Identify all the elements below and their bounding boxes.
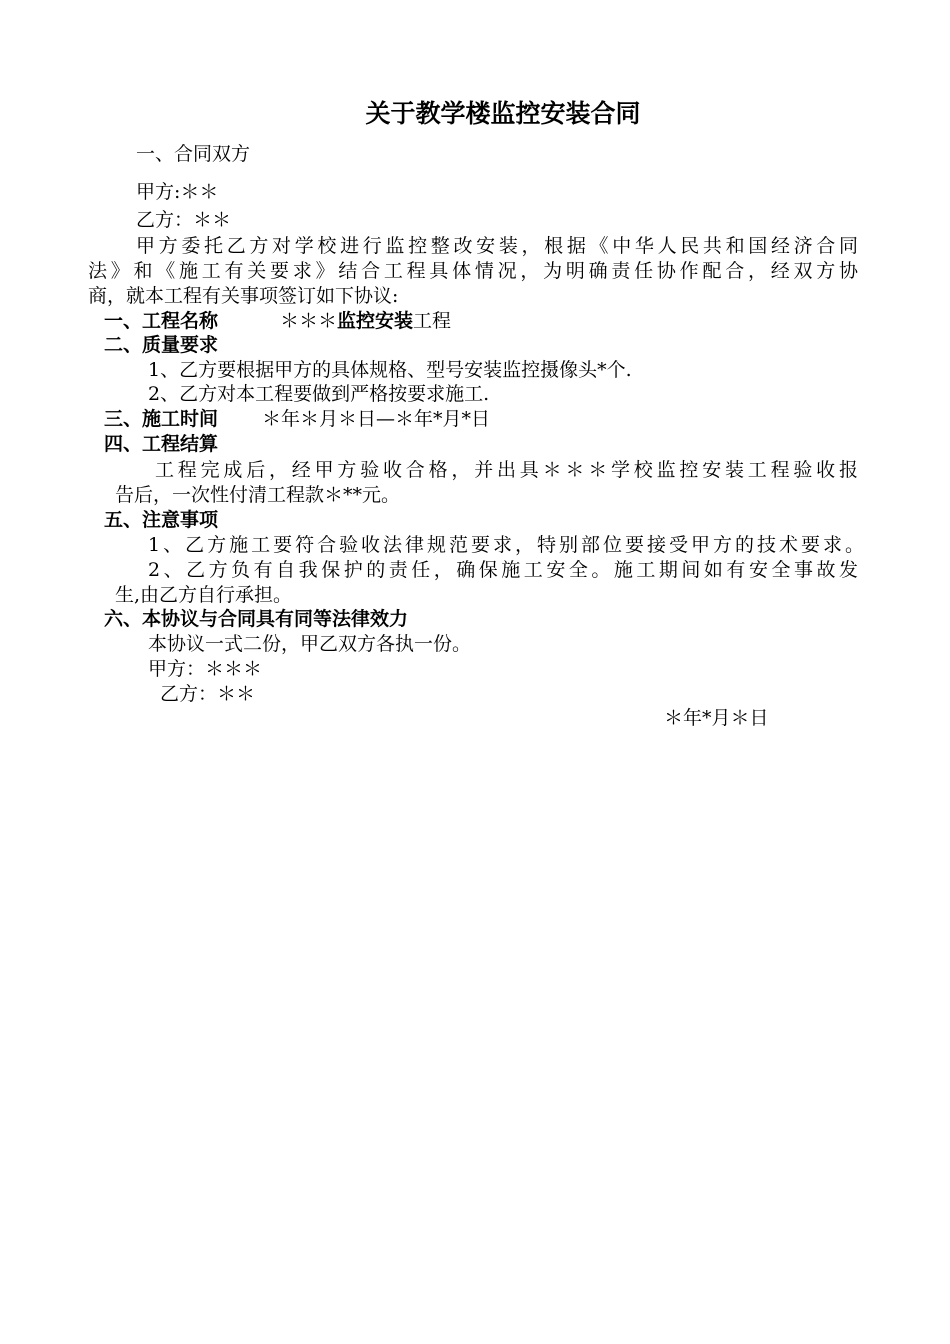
intro-line-3: 商，就本工程有关事项签订如下协议: xyxy=(88,285,399,307)
section-5-item-1: 1、乙方施工要符合验收法律规范要求，特别部位要接受甲方的技术要求。 xyxy=(148,534,864,556)
intro-line-2: 法》和《施工有关要求》结合工程具体情况，为明确责任协作配合，经双方协 xyxy=(88,260,858,282)
section-1-value-mark: ＊＊＊ xyxy=(280,310,338,332)
document-title: 关于教学楼监控安装合同 xyxy=(365,99,641,128)
signature-date: ＊年*月＊日 xyxy=(664,707,769,729)
section-2-item-1: 1、乙方要根据甲方的具体规格、型号安装监控摄像头*个. xyxy=(148,359,632,381)
section-5-item-2-line-1: 2、乙方负有自我保护的责任，确保施工安全。施工期间如有安全事故发 xyxy=(148,559,858,581)
section-2-item-2: 2、乙方对本工程要做到严格按要求施工. xyxy=(148,383,490,405)
section-3-value: ＊年＊月＊日—＊年*月*日 xyxy=(262,408,491,430)
signature-party-a: 甲方：＊＊＊ xyxy=(148,658,263,680)
section-6-text: 本协议一式二份，甲乙双方各执一份。 xyxy=(148,633,472,655)
section-2-heading: 二、质量要求 xyxy=(104,334,219,356)
section-6-heading: 六、本协议与合同具有同等法律效力 xyxy=(104,608,409,630)
section-1-value-bold: 监控安装 xyxy=(337,310,414,332)
section-4-line-1: 工程完成后，经甲方验收合格，并出具＊＊＊学校监控安装工程验收报 xyxy=(155,459,858,481)
section-5-heading: 五、注意事项 xyxy=(104,509,219,531)
section-1-heading: 一、工程名称 xyxy=(104,310,219,332)
parties-heading: 一、合同双方 xyxy=(136,143,251,165)
party-b-line: 乙方：＊＊ xyxy=(136,209,232,231)
section-4-heading: 四、工程结算 xyxy=(104,433,219,455)
signature-party-b: 乙方：＊＊ xyxy=(160,683,256,705)
party-a-line: 甲方:＊＊ xyxy=(136,181,219,203)
section-3-heading: 三、施工时间 xyxy=(104,408,219,430)
intro-line-1: 甲方委托乙方对学校进行监控整改安装，根据《中华人民共和国经济合同 xyxy=(136,235,858,257)
section-5-item-2-line-2: 生,由乙方自行承担。 xyxy=(115,584,293,606)
section-1-value-tail: 工程 xyxy=(413,310,452,332)
section-4-line-2: 告后，一次性付清工程款＊**元。 xyxy=(115,484,401,506)
section-1-value xyxy=(280,309,451,333)
